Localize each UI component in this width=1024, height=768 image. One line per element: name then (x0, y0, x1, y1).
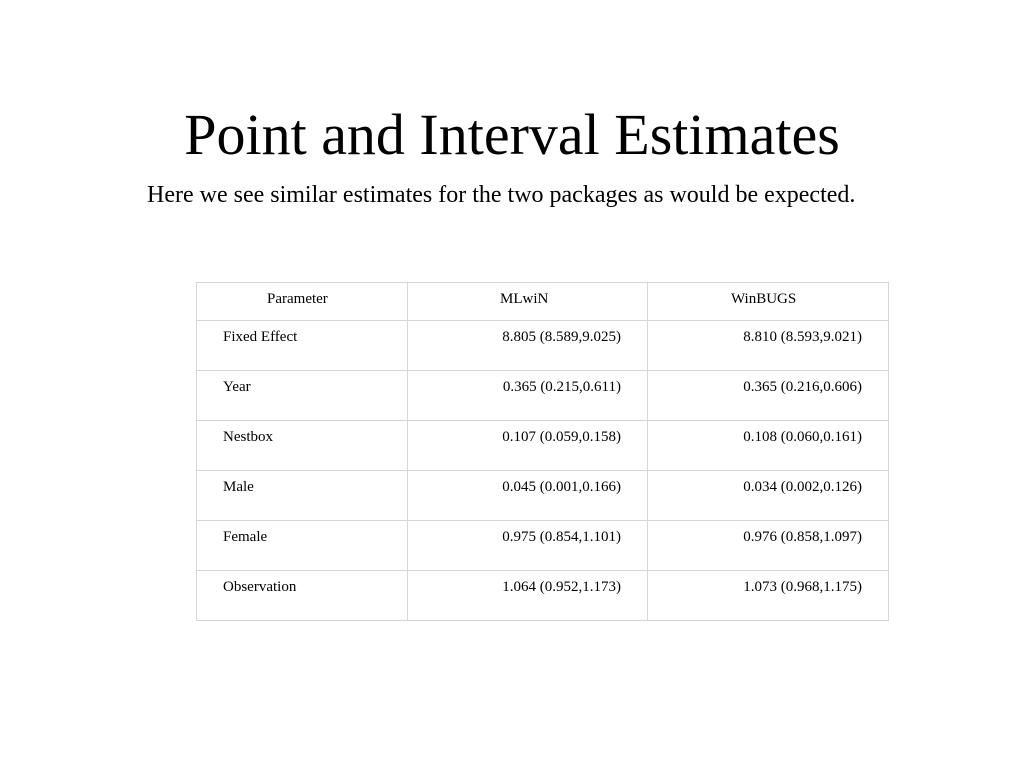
cell-mlwin: 0.365 (0.215,0.611) (408, 371, 648, 421)
table-row (197, 521, 889, 571)
estimates-table (196, 282, 889, 621)
cell-parameter: Nestbox (197, 421, 408, 471)
table-header-row (197, 283, 889, 321)
cell-winbugs: 8.810 (8.593,9.021) (648, 321, 889, 371)
table-row (197, 421, 889, 471)
cell-parameter: Fixed Effect (197, 321, 408, 371)
cell-parameter: Year (197, 371, 408, 421)
header-winbugs: WinBUGS (648, 283, 889, 321)
cell-parameter: Female (197, 521, 408, 571)
header-parameter: Parameter (197, 283, 408, 321)
cell-winbugs: 0.976 (0.858,1.097) (648, 521, 889, 571)
header-mlwin: MLwiN (408, 283, 648, 321)
cell-mlwin: 8.805 (8.589,9.025) (408, 321, 648, 371)
cell-mlwin: 0.045 (0.001,0.166) (408, 471, 648, 521)
cell-winbugs: 0.365 (0.216,0.606) (648, 371, 889, 421)
cell-mlwin: 1.064 (0.952,1.173) (408, 571, 648, 621)
table-row (197, 571, 889, 621)
slide-title: Point and Interval Estimates (184, 102, 840, 167)
cell-winbugs: 0.034 (0.002,0.126) (648, 471, 889, 521)
table-row (197, 471, 889, 521)
cell-parameter: Male (197, 471, 408, 521)
cell-winbugs: 0.108 (0.060,0.161) (648, 421, 889, 471)
cell-winbugs: 1.073 (0.968,1.175) (648, 571, 889, 621)
cell-mlwin: 0.975 (0.854,1.101) (408, 521, 648, 571)
cell-parameter: Observation (197, 571, 408, 621)
cell-mlwin: 0.107 (0.059,0.158) (408, 421, 648, 471)
table-row (197, 321, 889, 371)
table-row (197, 371, 889, 421)
slide-subtitle: Here we see similar estimates for the two packages as would be expected. (147, 182, 856, 208)
